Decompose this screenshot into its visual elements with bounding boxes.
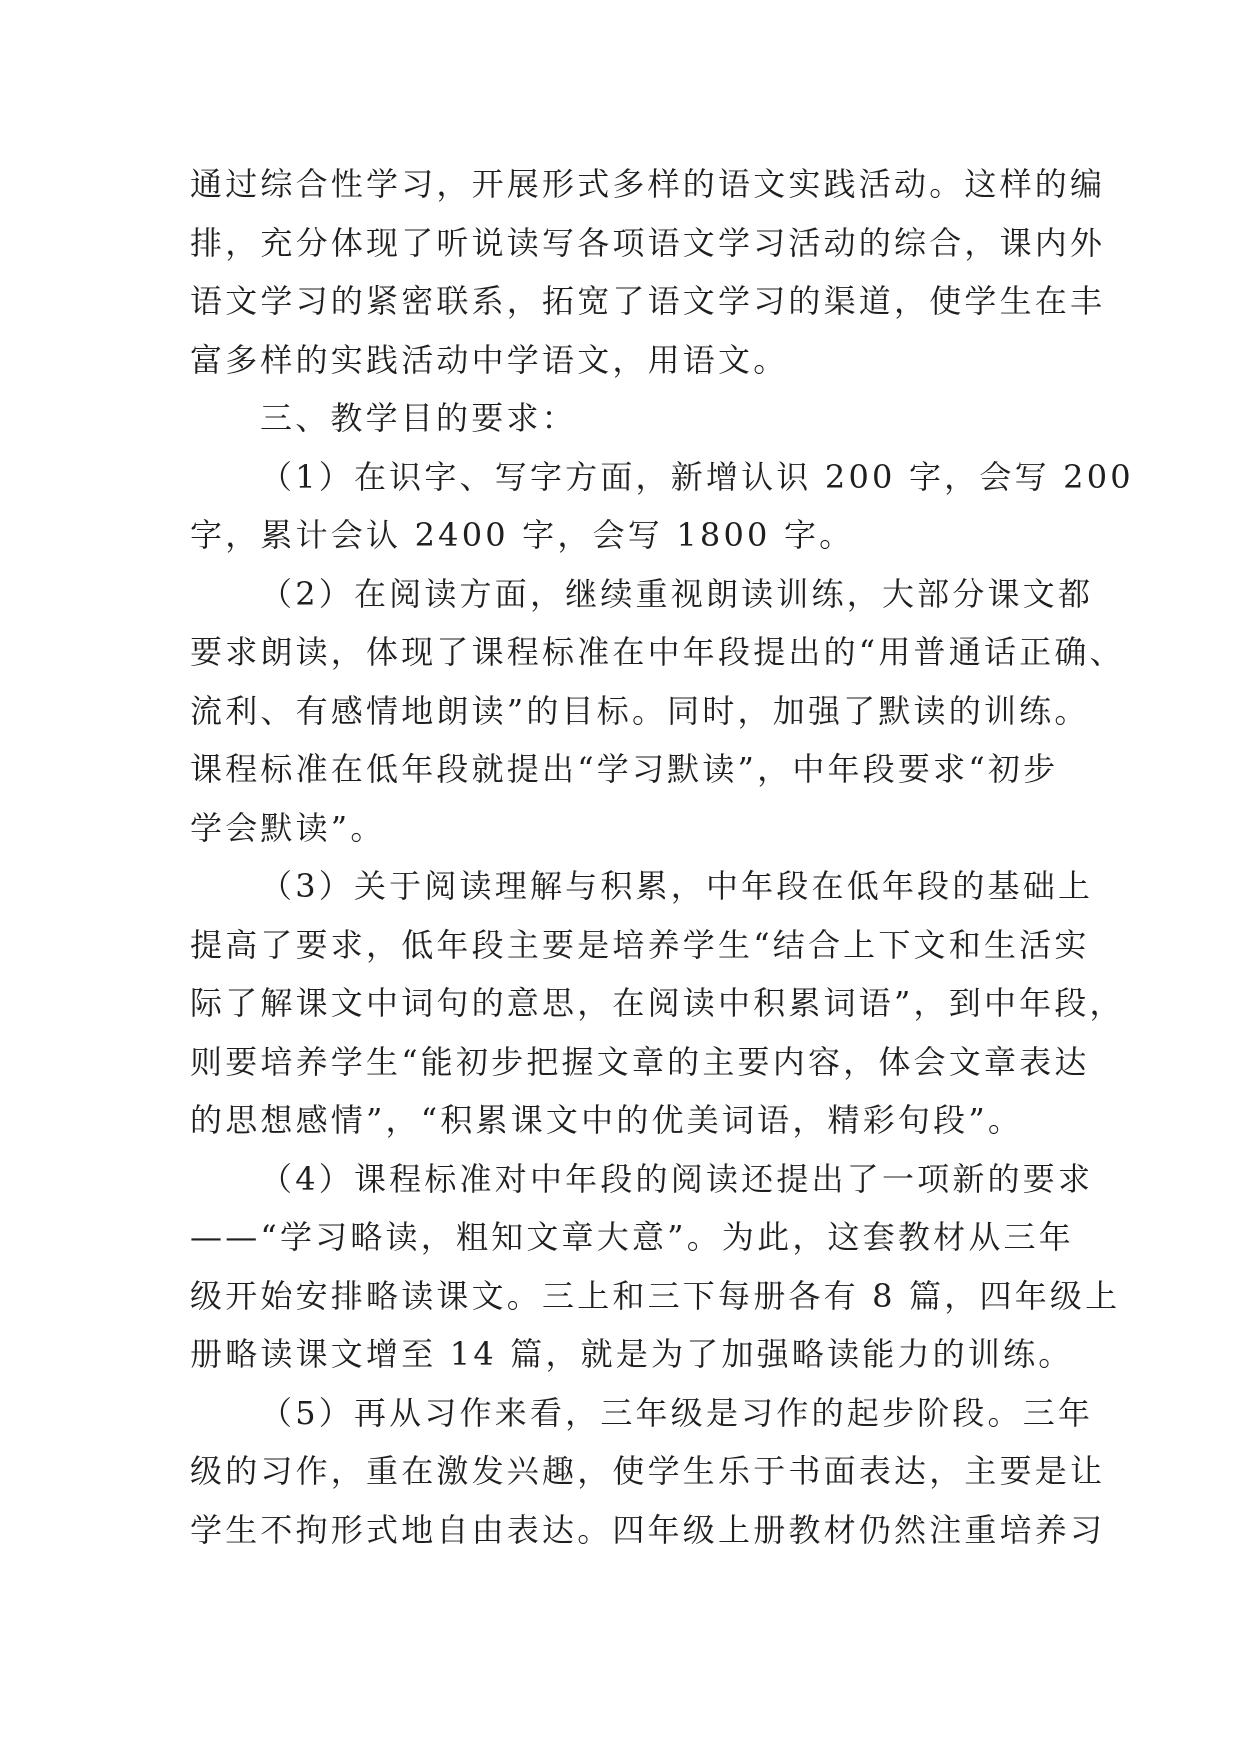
text-line: 级的习作，重在激发兴趣，使学生乐于书面表达，主要是让 [190,1452,1106,1490]
text-line: 富多样的实践活动中学语文，用语文。 [190,340,789,379]
document-page [190,155,1134,1559]
text-line: （1）在识字、写字方面，新增认识 200 字，会写 200 [260,457,1134,496]
text-line: 提高了要求，低年段主要是培养学生“结合上下文和生活实 [190,925,1090,964]
section-heading: 三、教学目的要求： [260,399,577,437]
text-line: 际了解课文中词句的意思，在阅读中积累词语”，到中年段， [190,984,1125,1022]
text-line: 通过综合性学习，开展形式多样的语文实践活动。这样的编 [190,165,1106,203]
text-line: 课程标准在低年段就提出“学习默读”，中年段要求“初步 [190,750,1059,788]
text-line: （3）关于阅读理解与积累，中年段在低年段的基础上 [260,867,1094,905]
text-line: 要求朗读，体现了课程标准在中年段提出的“用普通话正确、 [190,633,1125,671]
text-line: 级开始安排略读课文。三上和三下每册各有 8 篇，四年级上 [190,1276,1121,1315]
text-line: 字，累计会认 2400 字，会写 1800 字。 [190,516,855,554]
text-line: 的思想感情”，“积累课文中的优美词语，精彩句段”。 [190,1101,1024,1139]
text-line: （2）在阅读方面，继续重视朗读训练，大部分课文都 [260,574,1094,613]
text-line: （5）再从习作来看，三年级是习作的起步阶段。三年 [260,1393,1094,1432]
text-line: ——“学习略读，粗知文章大意”。为此，这套教材从三年 [190,1218,1074,1256]
text-line: 流利、有感情地朗读”的目标。同时，加强了默读的训练。 [190,691,1090,730]
text-line: （4）课程标准对中年段的阅读还提出了一项新的要求 [260,1159,1094,1198]
text-line: 学生不拘形式地自由表达。四年级上册教材仍然注重培养习 [190,1510,1106,1549]
text-line: 语文学习的紧密联系，拓宽了语文学习的渠道，使学生在丰 [190,282,1106,320]
text-line: 学会默读”。 [190,808,386,847]
text-line: 则要培养学生“能初步把握文章的主要内容，体会文章表达 [190,1042,1090,1081]
text-line: 册略读课文增至 14 篇，就是为了加强略读能力的训练。 [190,1335,1074,1373]
text-line: 排，充分体现了听说读写各项语文学习活动的综合，课内外 [190,223,1106,262]
